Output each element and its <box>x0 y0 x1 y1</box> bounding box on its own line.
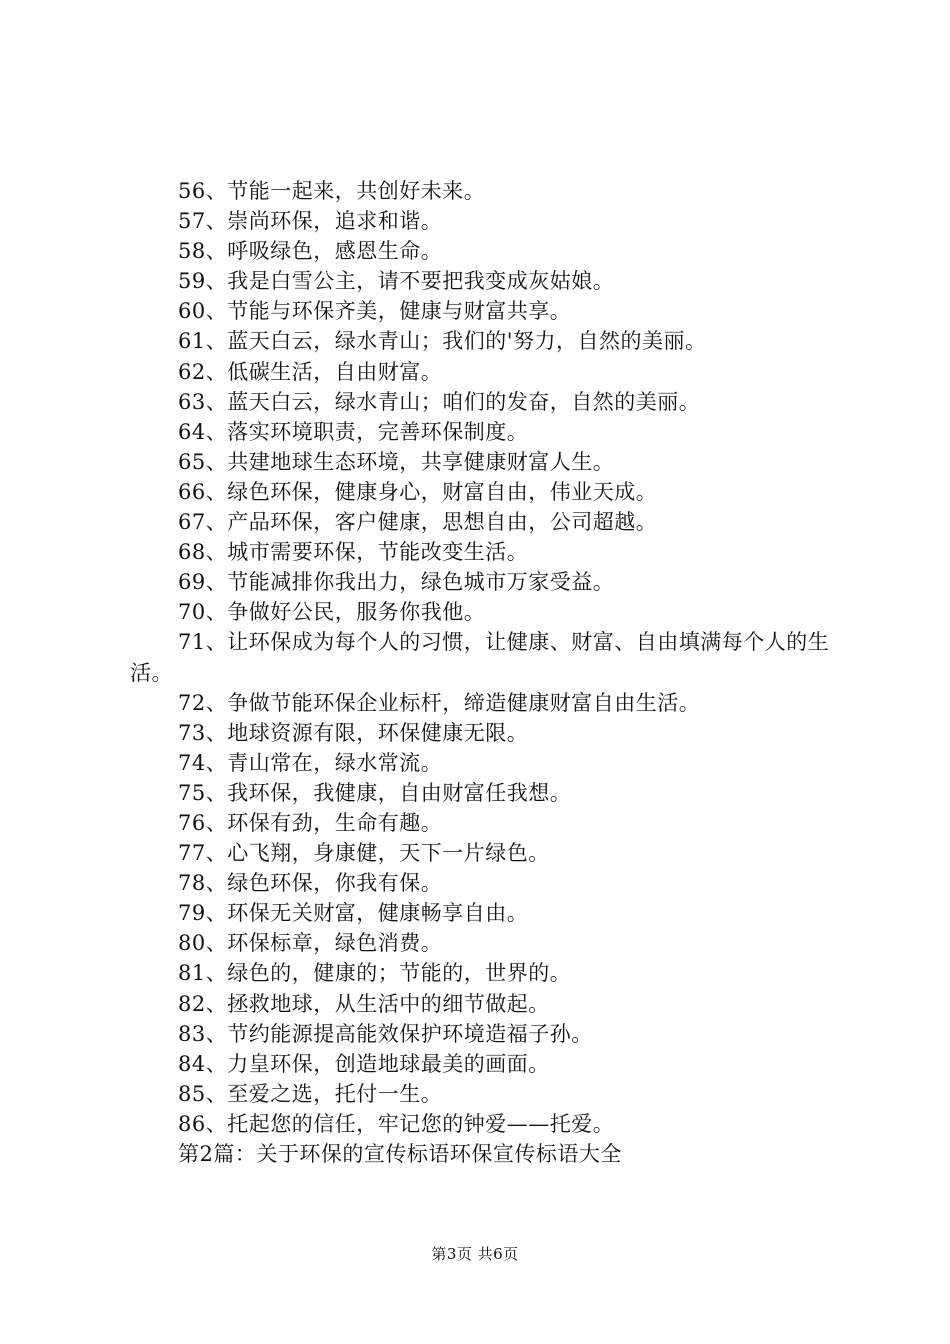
slogan-line: 82、拯救地球，从生活中的细节做起。 <box>178 991 550 1016</box>
page-footer: 第3页 共6页 <box>431 1245 519 1263</box>
slogan-line: 61、蓝天白云，绿水青山；我们的'努力，自然的美丽。 <box>178 329 707 354</box>
slogan-line: 83、节约能源提高能效保护环境造福子孙。 <box>178 1021 593 1046</box>
document-body <box>130 176 840 1169</box>
slogan-line: 68、城市需要环保，节能改变生活。 <box>178 540 529 565</box>
slogan-line: 74、青山常在，绿水常流。 <box>178 750 443 775</box>
slogan-line: 59、我是白雪公主，请不要把我变成灰姑娘。 <box>178 269 615 294</box>
slogan-line: 67、产品环保，客户健康，思想自由，公司超越。 <box>178 510 658 535</box>
slogan-line: 81、绿色的，健康的；节能的，世界的。 <box>178 961 572 986</box>
slogan-line: 72、争做节能环保企业标杆，缔造健康财富自由生活。 <box>178 690 701 715</box>
slogan-line: 86、托起您的信任，牢记您的钟爱——托爱。 <box>178 1111 615 1136</box>
slogan-line: 56、节能一起来，共创好未来。 <box>178 179 486 203</box>
section-heading: 第2篇：关于环保的宣传标语环保宣传标语大全 <box>178 1142 622 1166</box>
slogan-line: 62、低碳生活，自由财富。 <box>178 359 443 384</box>
slogan-line: 73、地球资源有限，环保健康无限。 <box>178 720 529 745</box>
slogan-line: 80、环保标章，绿色消费。 <box>178 931 443 956</box>
slogan-line: 84、力皇环保，创造地球最美的画面。 <box>178 1051 550 1076</box>
slogan-line: 60、节能与环保齐美，健康与财富共享。 <box>178 299 572 324</box>
slogan-line: 57、崇尚环保，追求和谐。 <box>178 209 443 234</box>
slogan-line: 63、蓝天白云，绿水青山；咱们的发奋，自然的美丽。 <box>178 389 701 414</box>
slogan-line: 69、节能减排你我出力，绿色城市万家受益。 <box>178 570 615 595</box>
slogan-line: 79、环保无关财富，健康畅享自由。 <box>178 901 529 926</box>
slogan-line: 78、绿色环保，你我有保。 <box>178 871 443 896</box>
slogan-line: 77、心飞翔，身康健，天下一片绿色。 <box>178 841 550 866</box>
slogan-line: 58、呼吸绿色，感恩生命。 <box>178 239 443 264</box>
slogan-line: 64、落实环境职责，完善环保制度。 <box>178 419 529 444</box>
slogan-line: 75、我环保，我健康，自由财富任我想。 <box>178 780 572 805</box>
slogan-line: 85、至爱之选，托付一生。 <box>178 1081 443 1106</box>
slogan-paragraph-wrapped: 71、让环保成为每个人的习惯，让健康、财富、自由填满每个人的生活。 <box>130 630 830 685</box>
slogan-line: 76、环保有劲，生命有趣。 <box>178 810 443 835</box>
slogan-line: 65、共建地球生态环境，共享健康财富人生。 <box>178 449 615 474</box>
slogan-line: 70、争做好公民，服务你我他。 <box>178 600 486 625</box>
slogan-line: 66、绿色环保，健康身心，财富自由，伟业天成。 <box>178 479 658 504</box>
